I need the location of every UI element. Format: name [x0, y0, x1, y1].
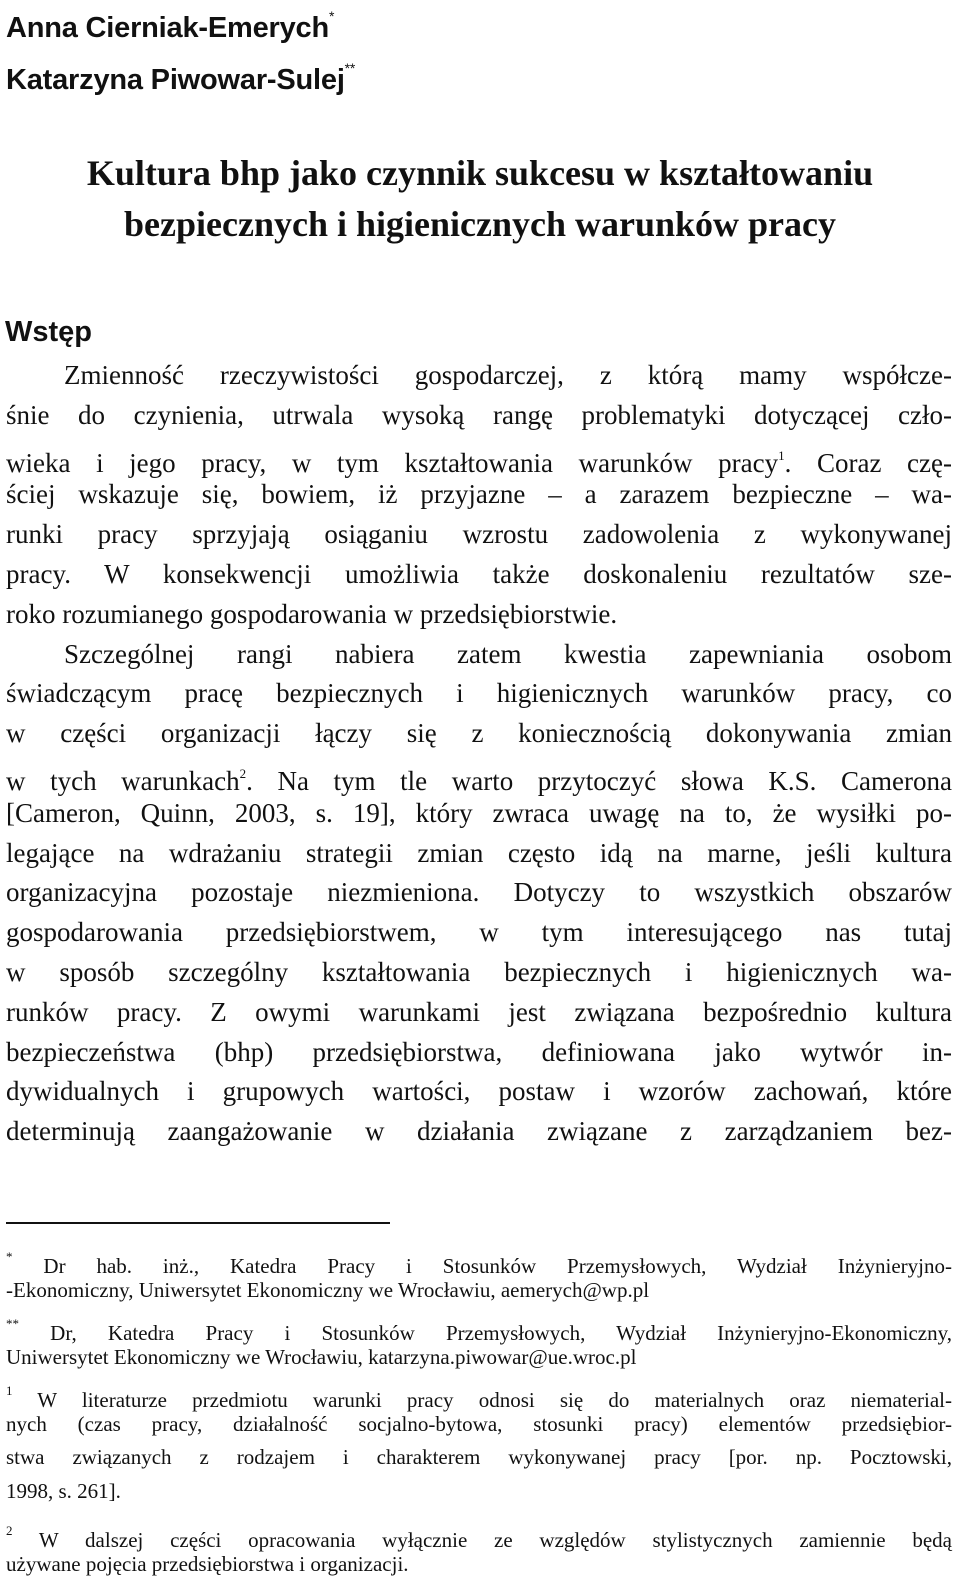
body-line: legające na wdrażaniu strategii zmian często idą na marne, jeśli kultura [6, 834, 952, 874]
body-line: w sposób szczególny kształtowania bezpiecznych i higienicznych wa- [6, 953, 952, 993]
footnote-line: używane pojęcia przedsiębiorstwa i organizacji. [6, 1548, 952, 1581]
author-footnote-mark: * [329, 8, 334, 24]
author-list [6, 0, 355, 100]
footnote-mark: 2 [6, 1523, 13, 1538]
footnote-line: 1998, s. 261]. [6, 1475, 952, 1509]
footnote-line [6, 1307, 952, 1341]
body-line-text: . Coraz czę- [785, 448, 952, 478]
section-heading: Wstęp [5, 312, 92, 352]
footnotes [6, 1240, 952, 1581]
body-line: śnie do czynienia, utrwala wysoką rangę problematyki dotyczącej czło- [6, 396, 952, 436]
footnote-text: W literaturze przedmiotu warunki pracy odnosi się do materialnych oraz niematerial- [37, 1388, 952, 1412]
author-name: Katarzyna Piwowar-Sulej [6, 64, 345, 96]
body-line: Zmienność rzeczywistości gospodarczej, z którą mamy współcze- [6, 356, 952, 396]
body-line-text: w tych warunkach [6, 766, 240, 796]
body-line [6, 436, 952, 476]
author-1 [6, 0, 355, 48]
body-line: [Cameron, Quinn, 2003, s. 19], który zwraca uwagę na to, że wysiłki po- [6, 794, 952, 834]
footnote-line: -Ekonomiczny, Uniwersytet Ekonomiczny we Wrocławiu, aemerych@wp.pl [6, 1274, 952, 1308]
footnote-line: Uniwersytet Ekonomiczny we Wrocławiu, katarzyna.piwowar@ue.wroc.pl [6, 1341, 952, 1375]
author-name: Anna Cierniak-Emerych [6, 12, 329, 44]
body-line: runków pracy. Z owymi warunkami jest związana bezpośrednio kultura [6, 993, 952, 1033]
title-line: Kultura bhp jako czynnik sukcesu w kształtowaniu [0, 148, 960, 199]
body-line: gospodarowania przedsiębiorstwem, w tym interesującego nas tutaj [6, 913, 952, 953]
body-line: organizacyjna pozostaje niezmieniona. Dotyczy to wszystkich obszarów [6, 873, 952, 913]
body-line: ściej wskazuje się, bowiem, iż przyjazne – a zarazem bezpieczne – wa- [6, 475, 952, 515]
body-line-text: . Na tym tle warto przytoczyć słowa K.S. Camerona [246, 766, 952, 796]
footnote-line [6, 1374, 952, 1408]
body-line: pracy. W konsekwencji umożliwia także doskonaleniu rezultatów sze- [6, 555, 952, 595]
author-2 [6, 48, 355, 100]
footnote-line: nych (czas pracy, działalność socjalno-bytowa, stosunki pracy) elementów przedsiębior- [6, 1408, 952, 1442]
body-line [6, 754, 952, 794]
footnote-ref: 1 [778, 448, 785, 463]
footnote-mark: * [6, 1249, 13, 1264]
body-line: w części organizacji łączy się z koniecznością dokonywania zmian [6, 714, 952, 754]
footnote-text: W dalszej części opracowania wyłącznie ze względów stylistycznych zamiennie będą [39, 1528, 952, 1552]
footnote-text: Dr hab. inż., Katedra Pracy i Stosunków Przemysłowych, Wydział Inżynieryjno- [43, 1254, 952, 1278]
body-text [6, 356, 952, 1152]
footnote-line [6, 1240, 952, 1274]
paper-title [0, 148, 960, 250]
body-line: Szczególnej rangi nabiera zatem kwestia zapewniania osobom [6, 635, 952, 675]
footnote-line [6, 1514, 952, 1548]
body-line: runki pracy sprzyjają osiąganiu wzrostu zadowolenia z wykonywanej [6, 515, 952, 555]
body-line: determinują zaangażowanie w działania związane z zarządzaniem bez- [6, 1112, 952, 1152]
body-line: bezpieczeństwa (bhp) przedsiębiorstwa, definiowana jako wytwór in- [6, 1033, 952, 1073]
footnote-separator [6, 1222, 390, 1224]
body-line: dywidualnych i grupowych wartości, postaw i wzorów zachowań, które [6, 1072, 952, 1112]
footnote-mark: ** [6, 1316, 19, 1331]
body-line-text: wieka i jego pracy, w tym kształtowania warunków pracy [6, 448, 778, 478]
footnote-line: stwa związanych z rodzajem i charakterem wykonywanej pracy [por. np. Pocztowski, [6, 1441, 952, 1475]
footnote-text: Dr, Katedra Pracy i Stosunków Przemysłowych, Wydział Inżynieryjno-Ekonomiczny, [50, 1321, 952, 1345]
author-footnote-mark: ** [345, 60, 356, 76]
body-line: świadczącym pracę bezpiecznych i higienicznych warunków pracy, co [6, 674, 952, 714]
footnote-mark: 1 [6, 1383, 13, 1398]
title-line: bezpiecznych i higienicznych warunków pracy [0, 199, 960, 250]
footnote-ref: 2 [240, 766, 247, 781]
body-line: roko rozumianego gospodarowania w przedsiębiorstwie. [6, 595, 952, 635]
